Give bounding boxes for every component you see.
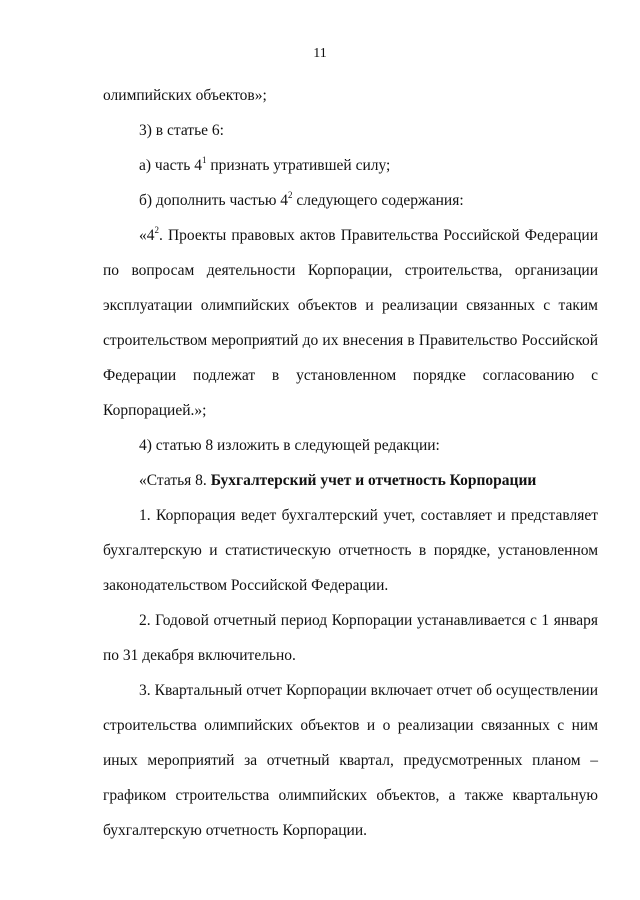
item-3b-superscript: 2: [288, 190, 293, 200]
item-3a-superscript: 1: [201, 155, 207, 165]
quoted-part-superscript: 2: [154, 225, 159, 235]
item-3b-text-after: следующего содержания:: [292, 192, 464, 209]
article-8-title: Бухгалтерский учет и отчетность Корпорации: [210, 472, 537, 489]
paragraph-continuation: олимпийских объектов»;: [103, 87, 267, 104]
article-8-point-2: 2. Годовой отчетный период Корпорации устанавливается с 1 января по 31 декабря включительно.: [103, 612, 598, 664]
paragraph-item-4: 4) статью 8 изложить в следующей редакции:: [139, 437, 440, 454]
paragraph-item-3b: [103, 183, 598, 218]
quoted-part-open: «4: [139, 227, 155, 244]
article-8-heading: [103, 463, 598, 498]
paragraph-item-3a: [103, 148, 598, 183]
paragraph-quoted-part-4-2: [103, 218, 598, 428]
quoted-part-text: . Проекты правовых актов Правительства Российской Федерации по вопросам деятельности Корпорации, строительства, организации эксплуатации олимпийских объектов и реализации связанных с таким строительством мероприятий до их внесения в Правительство Российской Федерации подлежат в установленном порядке согласованию с Корпорацией.»;: [103, 227, 598, 419]
article-8-point-3: 3. Квартальный отчет Корпорации включает отчет об осуществлении строительства олимпийских объектов и о реализации связанных с ним иных мероприятий за отчетный квартал, предусмотренных планом – графиком строительства олимпийских объектов, а также квартальную бухгалтерскую отчетность Корпорации.: [103, 682, 598, 839]
item-3a-text-after: признать утратившей силу;: [206, 157, 391, 174]
article-8-prefix: «Статья 8.: [139, 472, 211, 489]
paragraph-item-3: 3) в статье 6:: [139, 122, 224, 139]
item-3a-text-before: а) часть 4: [139, 157, 202, 174]
article-8-point-1: 1. Корпорация ведет бухгалтерский учет, составляет и представляет бухгалтерскую и статистическую отчетность в порядке, установленном законодательством Российской Федерации.: [103, 507, 598, 594]
page-body: [103, 78, 598, 848]
page-number: 11: [313, 46, 327, 61]
item-3b-text-before: б) дополнить частью 4: [139, 192, 289, 209]
